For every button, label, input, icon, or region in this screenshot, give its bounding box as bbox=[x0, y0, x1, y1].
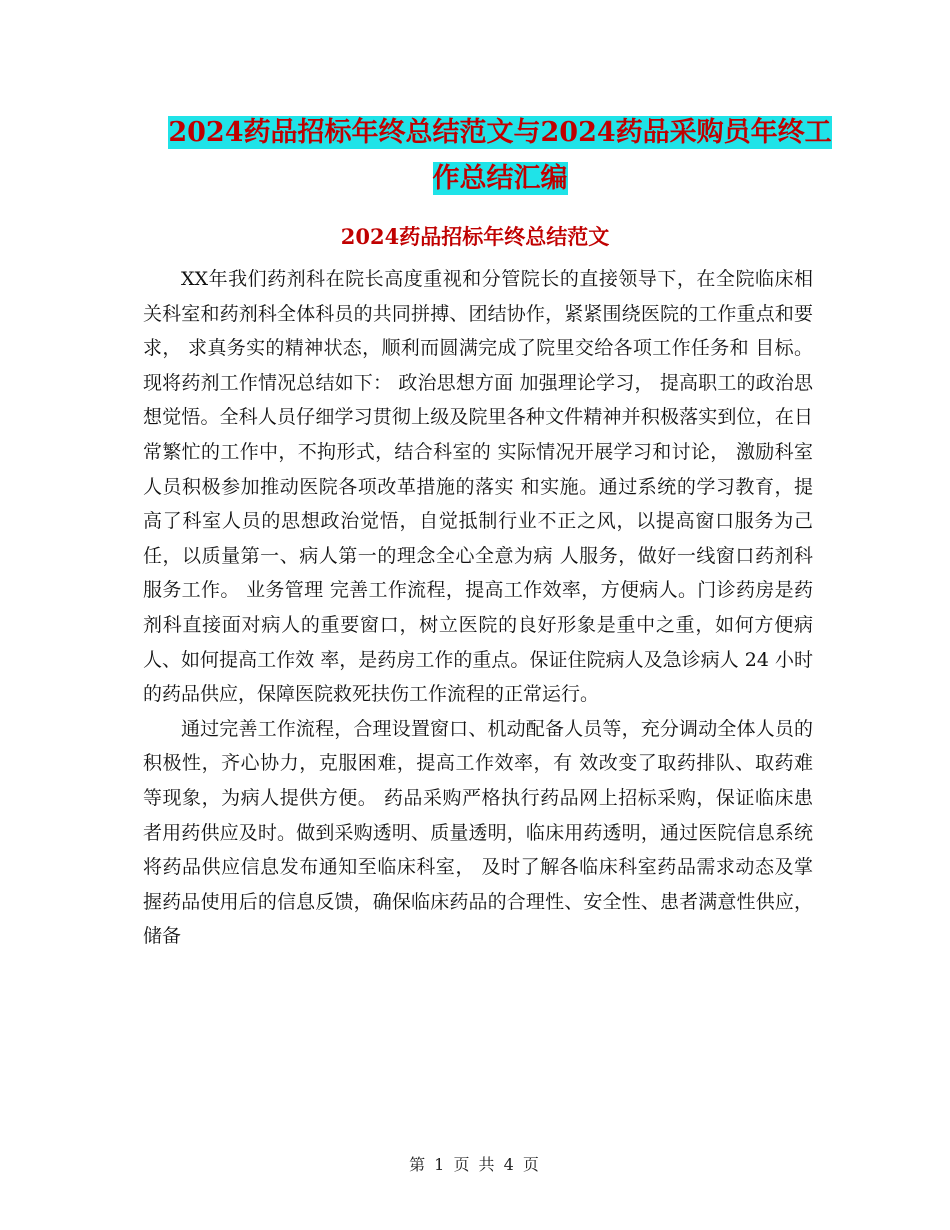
page-footer: 第 1 页 共 4 页 bbox=[409, 1155, 541, 1174]
document-body bbox=[143, 262, 813, 954]
body-paragraph-1: XX年我们药剂科在院长高度重视和分管院长的直接领导下，在全院临床相关科室和药剂科全体科员的共同拼搏、团结协作，紧紧围绕医院的工作重点和要求， 求真务实的精神状态，顺利而圆满完成了院里交给各项工作任务和 目标。 现将药剂工作情况总结如下： 政治思想方面 加强理论学习， 提高职工的政治思想觉悟。全科人员仔细学习贯彻上级及院里各种文件精神并积极落实到位，在日常繁忙的工作中，不拘形式，结合科室的 实际情况开展学习和讨论， 激励科室人员积极参加推动医院各项改革措施的落实 和实施。通过系统的学习教育，提高了科室人员的思想政治觉悟，自觉抵制行业不正之风，以提高窗口服务为己任，以质量第一、病人第一的理念全心全意为病 人服务，做好一线窗口药剂科服务工作。 业务管理 完善工作流程，提高工作效率，方便病人。门诊药房是药剂科直接面对病人的重要窗口，树立医院的良好形象是重中之重，如何方便病人、如何提高工作效 率，是药房工作的重点。保证住院病人及急诊病人 24 小时的药品供应，保障医院救死扶伤工作流程的正常运行。 bbox=[143, 268, 813, 706]
section-title: 2024药品招标年终总结范文 bbox=[340, 224, 610, 249]
body-paragraph-2: 通过完善工作流程，合理设置窗口、机动配备人员等，充分调动全体人员的积极性，齐心协力，克服困难，提高工作效率，有 效改变了取药排队、取药难等现象，为病人提供方便。 药品采购严格执行药品网上招标采购，保证临床患者用药供应及时。做到采购透明、质量透明，临床用药透明，通过医院信息系统将药品供应信息发布通知至临床科室， 及时了解各临床科室药品需求动态及掌握药品使用后的信息反馈，确保临床药品的合理性、安全性、患者满意性供应，储备 bbox=[143, 717, 813, 948]
document-title bbox=[140, 110, 860, 202]
document-title-line2: 作总结汇编 bbox=[432, 163, 568, 194]
document-title-line1: 2024药品招标年终总结范文与2024药品采购员年终工 bbox=[168, 117, 832, 148]
